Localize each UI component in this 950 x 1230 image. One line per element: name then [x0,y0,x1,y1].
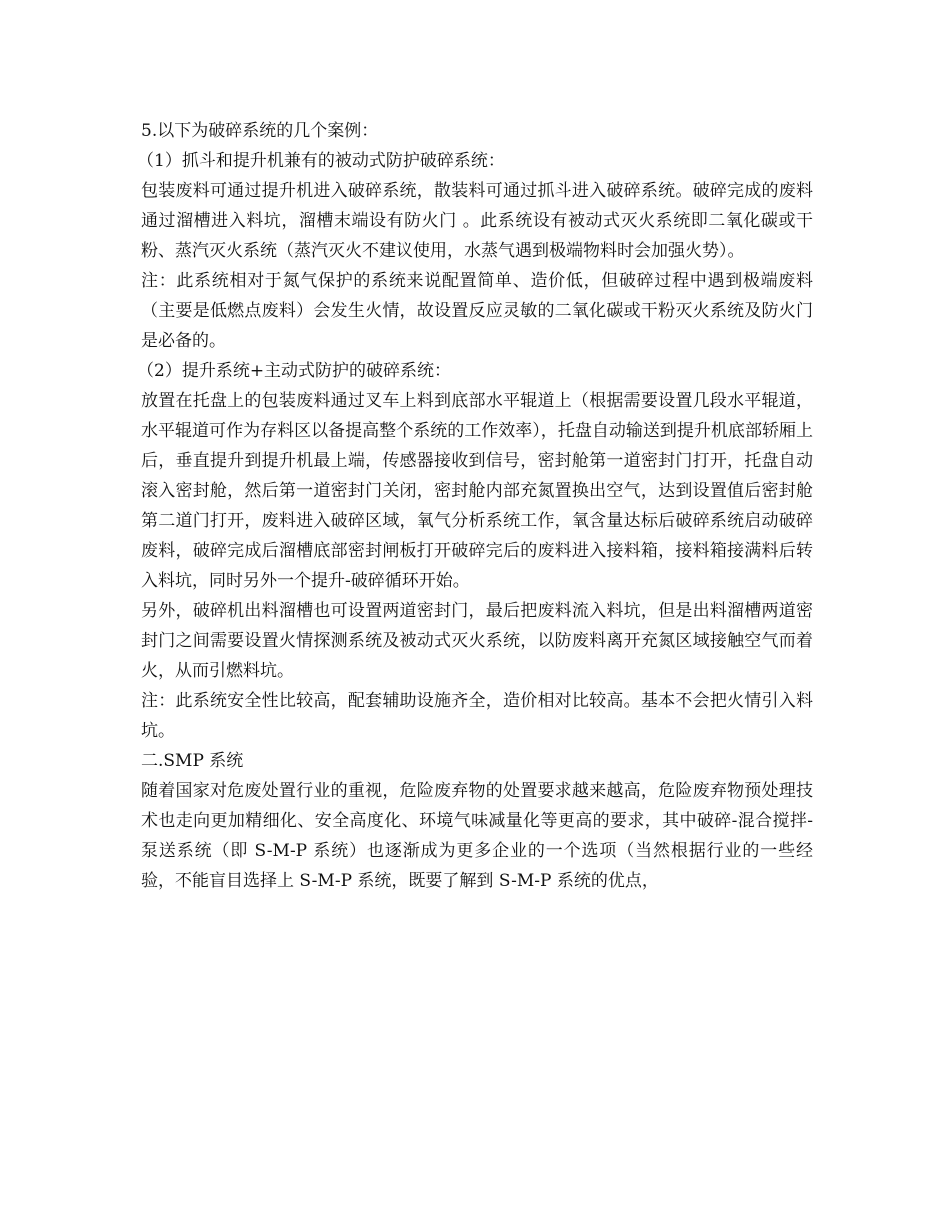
case-2-additional: 另外，破碎机出料溜槽也可设置两道密封门，最后把废料流入料坑，但是出料溜槽两道密封门之间需要设置火情探测系统及被动式灭火系统，以防废料离开充氮区域接触空气而着火，从而引燃料坑。 [141,601,813,681]
case-1-description: 包装废料可通过提升机进入破碎系统，散装料可通过抓斗进入破碎系统。破碎完成的废料通过溜槽进入料坑，溜槽末端设有防火门 。此系统设有被动式灭火系统即二氧化碳或干粉、蒸汽灭火系统（蒸汽灭火不建议使用，水蒸气遇到极端物料时会加强火势）。 [141,181,813,261]
case-1-heading: （1）抓斗和提升机兼有的被动式防护破碎系统： [137,151,505,171]
case-2-description: 放置在托盘上的包装废料通过叉车上料到底部水平辊道上（根据需要设置几段水平辊道，水平辊道可作为存料区以备提高整个系统的工作效率），托盘自动输送到提升机底部轿厢上后，垂直提升到提升机最上端，传感器接收到信号，密封舱第一道密封门打开，托盘自动滚入密封舱，然后第一道密封门关闭，密封舱内部充氮置换出空气，达到设置值后密封舱第二道门打开，废料进入破碎区域，氧气分析系统工作，氧含量达标后破碎系统启动破碎废料，破碎完成后溜槽底部密封闸板打开破碎完后的废料进入接料箱，接料箱接满料后转入料坑，同时另外一个提升-破碎循环开始。 [141,391,813,591]
smp-description: 随着国家对危废处置行业的重视，危险废弃物的处置要求越来越高，危险废弃物预处理技术也走向更加精细化、安全高度化、环境气味减量化等更高的要求，其中破碎-混合搅拌-泵送系统（即 S-M-P 系统）也逐渐成为更多企业的一个选项（当然根据行业的一些经验，不能盲目选择上 S-M-P 系统，既要了解到 S-M-P 系统的优点， [141,781,813,891]
smp-section-heading: 二.SMP 系统 [141,751,244,771]
section-intro: 5.以下为破碎系统的几个案例： [141,121,379,141]
case-1-note: 注：此系统相对于氮气保护的系统来说配置简单、造价低，但破碎过程中遇到极端废料（主要是低燃点废料）会发生火情，故设置反应灵敏的二氧化碳或干粉灭火系统及防火门是必备的。 [141,271,813,351]
document-body [137,116,813,896]
case-2-heading: （2）提升系统+主动式防护的破碎系统： [137,361,452,381]
case-2-note: 注：此系统安全性比较高，配套辅助设施齐全，造价相对比较高。基本不会把火情引入料坑。 [141,691,813,741]
